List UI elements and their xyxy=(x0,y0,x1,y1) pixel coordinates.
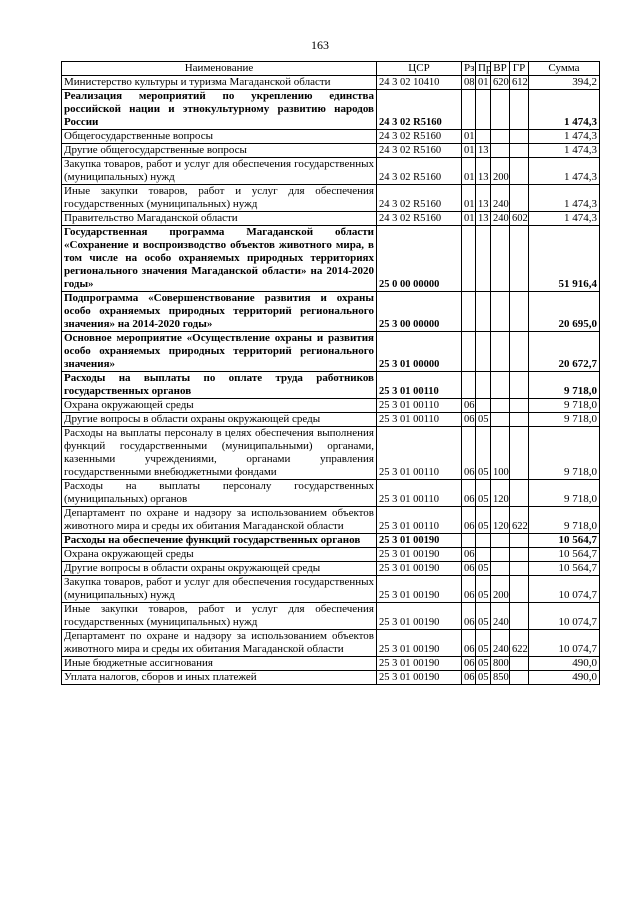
cell-vr: 100 xyxy=(491,427,510,480)
cell-pr xyxy=(476,372,491,399)
table-row xyxy=(62,576,600,603)
cell-vr: 850 xyxy=(491,671,510,685)
cell-name: Другие вопросы в области охраны окружающей среды xyxy=(62,413,377,427)
cell-name: Иные бюджетные ассигнования xyxy=(62,657,377,671)
cell-name: Иные закупки товаров, работ и услуг для обеспечения государственных (муниципальных) нужд xyxy=(62,185,377,212)
cell-pr xyxy=(476,534,491,548)
cell-pr: 05 xyxy=(476,671,491,685)
cell-vr: 240 xyxy=(491,212,510,226)
cell-pr: 05 xyxy=(476,576,491,603)
cell-gr: 622 xyxy=(510,507,529,534)
cell-name: Закупка товаров, работ и услуг для обеспечения государственных (муниципальных) нужд xyxy=(62,158,377,185)
cell-rz: 06 xyxy=(462,603,476,630)
cell-pr: 05 xyxy=(476,480,491,507)
header-rz: Рз xyxy=(462,62,476,76)
cell-pr: 01 xyxy=(476,76,491,90)
cell-vr xyxy=(491,90,510,130)
cell-name: Уплата налогов, сборов и иных платежей xyxy=(62,671,377,685)
cell-gr: 622 xyxy=(510,630,529,657)
cell-gr xyxy=(510,427,529,480)
cell-name: Департамент по охране и надзору за использованием объектов животного мира и среды их обитания Магаданской области xyxy=(62,630,377,657)
cell-rz: 06 xyxy=(462,562,476,576)
cell-gr: 602 xyxy=(510,212,529,226)
table-row xyxy=(62,548,600,562)
cell-csr: 25 3 01 00110 xyxy=(377,427,462,480)
cell-sum: 490,0 xyxy=(529,657,600,671)
header-gr: ГР xyxy=(510,62,529,76)
table-row xyxy=(62,372,600,399)
cell-csr: 25 3 01 00190 xyxy=(377,562,462,576)
header-name: Наименование xyxy=(62,62,377,76)
cell-gr xyxy=(510,576,529,603)
cell-rz: 06 xyxy=(462,548,476,562)
cell-gr xyxy=(510,603,529,630)
cell-name: Государственная программа Магаданской области «Сохранение и воспроизводство объектов животного мира, в том числе на особо охраняемых природных территориях регионального значения Магаданской области» на 2014-2020 годы» xyxy=(62,226,377,292)
cell-name: Правительство Магаданской области xyxy=(62,212,377,226)
cell-rz: 01 xyxy=(462,158,476,185)
cell-rz xyxy=(462,332,476,372)
cell-pr: 05 xyxy=(476,427,491,480)
cell-pr: 05 xyxy=(476,630,491,657)
cell-name: Иные закупки товаров, работ и услуг для обеспечения государственных (муниципальных) нужд xyxy=(62,603,377,630)
cell-sum: 20 672,7 xyxy=(529,332,600,372)
cell-vr xyxy=(491,534,510,548)
cell-sum: 51 916,4 xyxy=(529,226,600,292)
cell-name: Охрана окружающей среды xyxy=(62,399,377,413)
cell-pr xyxy=(476,130,491,144)
cell-csr: 25 3 01 00190 xyxy=(377,630,462,657)
cell-pr: 05 xyxy=(476,413,491,427)
cell-csr: 25 3 01 00190 xyxy=(377,671,462,685)
cell-vr: 620 xyxy=(491,76,510,90)
table-row xyxy=(62,212,600,226)
table-row xyxy=(62,158,600,185)
table-row xyxy=(62,292,600,332)
cell-rz: 08 xyxy=(462,76,476,90)
cell-pr xyxy=(476,399,491,413)
cell-name: Расходы на обеспечение функций государственных органов xyxy=(62,534,377,548)
cell-vr xyxy=(491,292,510,332)
table-row xyxy=(62,427,600,480)
cell-pr: 13 xyxy=(476,144,491,158)
page-number: 163 xyxy=(311,38,329,52)
cell-pr xyxy=(476,90,491,130)
cell-vr: 120 xyxy=(491,507,510,534)
cell-gr xyxy=(510,292,529,332)
cell-csr: 25 3 01 00110 xyxy=(377,372,462,399)
cell-pr: 13 xyxy=(476,212,491,226)
table-row xyxy=(62,90,600,130)
cell-sum: 490,0 xyxy=(529,671,600,685)
cell-vr: 120 xyxy=(491,480,510,507)
cell-csr: 25 3 01 00000 xyxy=(377,332,462,372)
cell-pr: 05 xyxy=(476,603,491,630)
cell-name: Закупка товаров, работ и услуг для обеспечения государственных (муниципальных) нужд xyxy=(62,576,377,603)
cell-sum: 10 074,7 xyxy=(529,630,600,657)
cell-name: Основное мероприятие «Осуществление охраны и развития особо охраняемых природных территорий регионального значения» xyxy=(62,332,377,372)
cell-vr xyxy=(491,226,510,292)
table-row xyxy=(62,657,600,671)
cell-vr xyxy=(491,399,510,413)
cell-pr xyxy=(476,292,491,332)
table-row xyxy=(62,413,600,427)
cell-rz xyxy=(462,534,476,548)
table-row xyxy=(62,507,600,534)
table-row xyxy=(62,130,600,144)
cell-gr xyxy=(510,226,529,292)
cell-sum: 1 474,3 xyxy=(529,185,600,212)
cell-sum: 394,2 xyxy=(529,76,600,90)
cell-name: Расходы на выплаты персоналу в целях обеспечения выполнения функций государственными (муниципальными) органами, казенными учреждениями, органами управления государственными внебюджетными фондами xyxy=(62,427,377,480)
cell-sum: 9 718,0 xyxy=(529,427,600,480)
cell-rz: 01 xyxy=(462,212,476,226)
cell-pr xyxy=(476,548,491,562)
cell-pr: 05 xyxy=(476,657,491,671)
cell-sum: 9 718,0 xyxy=(529,399,600,413)
cell-gr xyxy=(510,144,529,158)
cell-rz: 06 xyxy=(462,413,476,427)
table-header-row xyxy=(62,62,600,76)
cell-name: Охрана окружающей среды xyxy=(62,548,377,562)
cell-rz: 06 xyxy=(462,671,476,685)
table-row xyxy=(62,399,600,413)
table-row xyxy=(62,144,600,158)
cell-gr xyxy=(510,130,529,144)
cell-rz: 01 xyxy=(462,144,476,158)
budget-table xyxy=(61,61,600,685)
cell-csr: 24 3 02 R5160 xyxy=(377,212,462,226)
cell-vr: 240 xyxy=(491,630,510,657)
cell-sum: 1 474,3 xyxy=(529,130,600,144)
cell-sum: 9 718,0 xyxy=(529,480,600,507)
cell-rz: 06 xyxy=(462,657,476,671)
cell-sum: 10 564,7 xyxy=(529,548,600,562)
cell-csr: 24 3 02 R5160 xyxy=(377,90,462,130)
cell-sum: 20 695,0 xyxy=(529,292,600,332)
cell-rz: 01 xyxy=(462,130,476,144)
cell-vr: 200 xyxy=(491,576,510,603)
cell-sum: 9 718,0 xyxy=(529,413,600,427)
cell-name: Министерство культуры и туризма Магаданской области xyxy=(62,76,377,90)
cell-vr xyxy=(491,413,510,427)
cell-csr: 24 3 02 R5160 xyxy=(377,185,462,212)
cell-csr: 25 3 01 00110 xyxy=(377,413,462,427)
cell-sum: 9 718,0 xyxy=(529,507,600,534)
table-row xyxy=(62,76,600,90)
table-row xyxy=(62,534,600,548)
table-row xyxy=(62,630,600,657)
cell-sum: 10 074,7 xyxy=(529,576,600,603)
cell-pr: 05 xyxy=(476,562,491,576)
cell-gr xyxy=(510,548,529,562)
cell-sum: 1 474,3 xyxy=(529,90,600,130)
cell-csr: 24 3 02 10410 xyxy=(377,76,462,90)
cell-csr: 25 3 01 00190 xyxy=(377,603,462,630)
cell-sum: 10 564,7 xyxy=(529,534,600,548)
cell-vr xyxy=(491,548,510,562)
cell-vr: 240 xyxy=(491,603,510,630)
table-row xyxy=(62,185,600,212)
header-pr: Пр xyxy=(476,62,491,76)
table-row xyxy=(62,603,600,630)
cell-vr: 240 xyxy=(491,185,510,212)
cell-csr: 25 3 00 00000 xyxy=(377,292,462,332)
cell-csr: 25 3 01 00190 xyxy=(377,548,462,562)
cell-csr: 25 3 01 00110 xyxy=(377,480,462,507)
cell-gr xyxy=(510,158,529,185)
cell-csr: 24 3 02 R5160 xyxy=(377,158,462,185)
cell-gr xyxy=(510,534,529,548)
header-csr: ЦСР xyxy=(377,62,462,76)
cell-pr: 05 xyxy=(476,507,491,534)
cell-name: Реализация мероприятий по укреплению единства российской нации и этнокультурному развитию народов России xyxy=(62,90,377,130)
cell-pr: 13 xyxy=(476,158,491,185)
header-vr: ВР xyxy=(491,62,510,76)
cell-csr: 25 3 01 00110 xyxy=(377,399,462,413)
cell-name: Общегосударственные вопросы xyxy=(62,130,377,144)
cell-vr xyxy=(491,562,510,576)
cell-csr: 25 3 01 00190 xyxy=(377,657,462,671)
cell-name: Другие вопросы в области охраны окружающей среды xyxy=(62,562,377,576)
cell-csr: 24 3 02 R5160 xyxy=(377,144,462,158)
cell-gr: 612 xyxy=(510,76,529,90)
cell-gr xyxy=(510,562,529,576)
cell-gr xyxy=(510,332,529,372)
cell-rz xyxy=(462,90,476,130)
header-sum: Сумма xyxy=(529,62,600,76)
cell-name: Расходы на выплаты по оплате труда работников государственных органов xyxy=(62,372,377,399)
cell-csr: 25 0 00 00000 xyxy=(377,226,462,292)
cell-csr: 24 3 02 R5160 xyxy=(377,130,462,144)
cell-rz: 06 xyxy=(462,480,476,507)
cell-pr: 13 xyxy=(476,185,491,212)
cell-gr xyxy=(510,480,529,507)
table-row xyxy=(62,671,600,685)
cell-rz xyxy=(462,372,476,399)
cell-gr xyxy=(510,671,529,685)
cell-csr: 25 3 01 00190 xyxy=(377,576,462,603)
cell-vr xyxy=(491,372,510,399)
cell-rz: 01 xyxy=(462,185,476,212)
cell-sum: 10 564,7 xyxy=(529,562,600,576)
cell-rz xyxy=(462,292,476,332)
cell-pr xyxy=(476,332,491,372)
cell-rz: 06 xyxy=(462,630,476,657)
cell-gr xyxy=(510,399,529,413)
cell-rz: 06 xyxy=(462,576,476,603)
cell-sum: 9 718,0 xyxy=(529,372,600,399)
cell-gr xyxy=(510,90,529,130)
cell-rz: 06 xyxy=(462,427,476,480)
cell-csr: 25 3 01 00190 xyxy=(377,534,462,548)
table-row xyxy=(62,480,600,507)
table-row xyxy=(62,226,600,292)
cell-gr xyxy=(510,413,529,427)
cell-vr: 800 xyxy=(491,657,510,671)
cell-vr xyxy=(491,130,510,144)
cell-gr xyxy=(510,372,529,399)
cell-pr xyxy=(476,226,491,292)
cell-vr xyxy=(491,332,510,372)
cell-name: Другие общегосударственные вопросы xyxy=(62,144,377,158)
cell-sum: 1 474,3 xyxy=(529,212,600,226)
cell-sum: 10 074,7 xyxy=(529,603,600,630)
table-row xyxy=(62,332,600,372)
cell-rz: 06 xyxy=(462,507,476,534)
cell-gr xyxy=(510,185,529,212)
cell-rz xyxy=(462,226,476,292)
cell-rz: 06 xyxy=(462,399,476,413)
cell-csr: 25 3 01 00110 xyxy=(377,507,462,534)
cell-vr xyxy=(491,144,510,158)
cell-name: Расходы на выплаты персоналу государственных (муниципальных) органов xyxy=(62,480,377,507)
cell-gr xyxy=(510,657,529,671)
cell-name: Подпрограмма «Совершенствование развития и охраны особо охраняемых природных территорий регионального значения» на 2014-2020 годы» xyxy=(62,292,377,332)
cell-sum: 1 474,3 xyxy=(529,144,600,158)
table-row xyxy=(62,562,600,576)
cell-name: Департамент по охране и надзору за использованием объектов животного мира и среды их обитания Магаданской области xyxy=(62,507,377,534)
cell-sum: 1 474,3 xyxy=(529,158,600,185)
cell-vr: 200 xyxy=(491,158,510,185)
